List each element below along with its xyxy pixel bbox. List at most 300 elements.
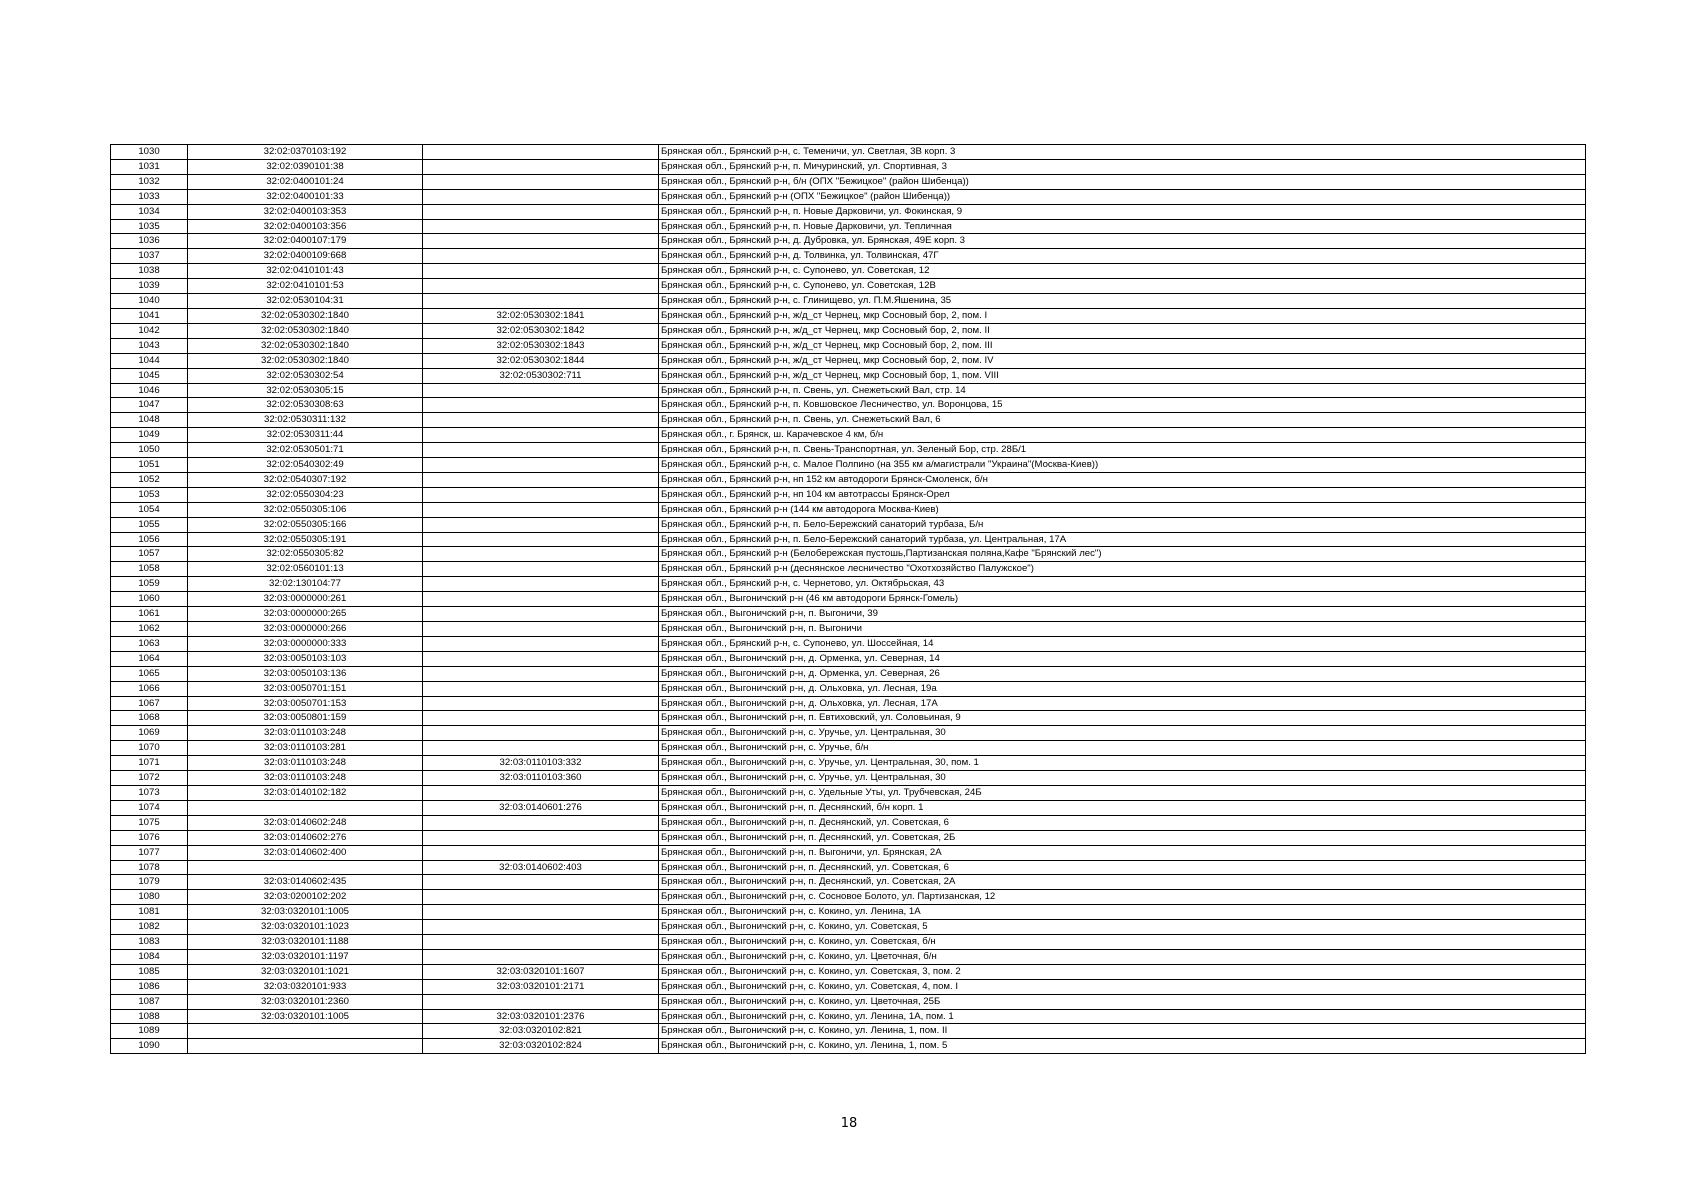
table-row	[111, 383, 1586, 398]
table-row	[111, 890, 1586, 905]
sub-cadastral-number-cell: 32:03:0110103:360	[423, 771, 659, 786]
cadastral-number-cell: 32:03:0320101:2360	[188, 994, 423, 1009]
cadastral-number-cell: 32:03:0140602:435	[188, 875, 423, 890]
address-cell: Брянская обл., Брянский р-н (ОПХ "Бежицкое" (район Шибенца))	[659, 189, 1586, 204]
cadastral-number-cell: 32:02:0370103:192	[188, 145, 423, 160]
sub-cadastral-number-cell	[423, 994, 659, 1009]
sub-cadastral-number-cell: 32:03:0320102:824	[423, 1039, 659, 1054]
sub-cadastral-number-cell	[423, 577, 659, 592]
sub-cadastral-number-cell	[423, 398, 659, 413]
table-row	[111, 562, 1586, 577]
sub-cadastral-number-cell	[423, 547, 659, 562]
row-number-cell: 1033	[111, 189, 188, 204]
address-cell: Брянская обл., Выгоничский р-н, п. Выгоничи, ул. Брянская, 2А	[659, 845, 1586, 860]
address-cell: Брянская обл., Выгоничский р-н, п. Евтиховский, ул. Соловьиная, 9	[659, 711, 1586, 726]
cadastral-number-cell: 32:02:0540302:49	[188, 458, 423, 473]
cadastral-number-cell: 32:02:0530501:71	[188, 443, 423, 458]
cadastral-number-cell: 32:02:0550305:106	[188, 502, 423, 517]
sub-cadastral-number-cell	[423, 696, 659, 711]
cadastral-number-cell: 32:03:0000000:261	[188, 592, 423, 607]
row-number-cell: 1080	[111, 890, 188, 905]
address-cell: Брянская обл., Выгоничский р-н, с. Кокино, ул. Ленина, 1А, пом. 1	[659, 1009, 1586, 1024]
cadastral-number-cell: 32:02:0530311:132	[188, 413, 423, 428]
address-cell: Брянская обл., г. Брянск, ш. Карачевское 4 км, б/н	[659, 428, 1586, 443]
sub-cadastral-number-cell	[423, 413, 659, 428]
table-row	[111, 145, 1586, 160]
cadastral-number-cell: 32:02:0530302:54	[188, 368, 423, 383]
cadastral-number-cell: 32:03:0320101:1021	[188, 964, 423, 979]
cadastral-number-cell	[188, 1039, 423, 1054]
address-cell: Брянская обл., Выгоничский р-н, п. Деснянский, б/н корп. 1	[659, 800, 1586, 815]
row-number-cell: 1046	[111, 383, 188, 398]
sub-cadastral-number-cell	[423, 264, 659, 279]
row-number-cell: 1081	[111, 905, 188, 920]
row-number-cell: 1078	[111, 860, 188, 875]
table-row	[111, 994, 1586, 1009]
row-number-cell: 1051	[111, 458, 188, 473]
cadastral-number-cell: 32:03:0050103:136	[188, 666, 423, 681]
table-row	[111, 622, 1586, 637]
sub-cadastral-number-cell	[423, 145, 659, 160]
sub-cadastral-number-cell	[423, 741, 659, 756]
address-cell: Брянская обл., Брянский р-н (144 км автодорога Москва-Киев)	[659, 502, 1586, 517]
sub-cadastral-number-cell	[423, 219, 659, 234]
address-cell: Брянская обл., Брянский р-н, ж/д_ст Чернец, мкр Сосновый бор, 2, пом. II	[659, 323, 1586, 338]
cadastral-number-cell: 32:02:0400103:353	[188, 204, 423, 219]
table-row	[111, 413, 1586, 428]
table-row	[111, 756, 1586, 771]
table-row	[111, 532, 1586, 547]
address-cell: Брянская обл., Брянский р-н, ж/д_ст Чернец, мкр Сосновый бор, 2, пом. I	[659, 308, 1586, 323]
address-cell: Брянская обл., Выгоничский р-н, с. Уручье, ул. Центральная, 30	[659, 726, 1586, 741]
cadastral-number-cell: 32:02:0530308:63	[188, 398, 423, 413]
cadastral-number-cell: 32:03:0140602:400	[188, 845, 423, 860]
address-cell: Брянская обл., Брянский р-н, с. Чернетово, ул. Октябрьская, 43	[659, 577, 1586, 592]
table-row	[111, 353, 1586, 368]
row-number-cell: 1083	[111, 935, 188, 950]
row-number-cell: 1071	[111, 756, 188, 771]
cadastral-number-cell: 32:03:0320101:1023	[188, 920, 423, 935]
table-row	[111, 1024, 1586, 1039]
address-cell: Брянская обл., Брянский р-н, п. Бело-Бережский санаторий турбаза, ул. Центральная, 17А	[659, 532, 1586, 547]
table-row	[111, 696, 1586, 711]
cadastral-number-cell: 32:02:0400107:179	[188, 234, 423, 249]
row-number-cell: 1047	[111, 398, 188, 413]
sub-cadastral-number-cell	[423, 949, 659, 964]
table-body	[111, 145, 1586, 1054]
row-number-cell: 1056	[111, 532, 188, 547]
row-number-cell: 1065	[111, 666, 188, 681]
table-row	[111, 159, 1586, 174]
row-number-cell: 1073	[111, 785, 188, 800]
address-cell: Брянская обл., Брянский р-н, ж/д_ст Чернец, мкр Сосновый бор, 2, пом. IV	[659, 353, 1586, 368]
sub-cadastral-number-cell: 32:03:0320101:2171	[423, 979, 659, 994]
cadastral-number-cell: 32:03:0320101:1188	[188, 935, 423, 950]
row-number-cell: 1079	[111, 875, 188, 890]
cadastral-number-cell: 32:02:0550305:166	[188, 517, 423, 532]
address-cell: Брянская обл., Брянский р-н, п. Свень-Транспортная, ул. Зеленый Бор, стр. 28Б/1	[659, 443, 1586, 458]
sub-cadastral-number-cell: 32:02:0530302:1844	[423, 353, 659, 368]
address-cell: Брянская обл., Выгоничский р-н, с. Кокино, ул. Советская, 4, пом. I	[659, 979, 1586, 994]
row-number-cell: 1072	[111, 771, 188, 786]
row-number-cell: 1086	[111, 979, 188, 994]
table-row	[111, 845, 1586, 860]
address-cell: Брянская обл., Брянский р-н, с. Супонево, ул. Шоссейная, 14	[659, 636, 1586, 651]
row-number-cell: 1089	[111, 1024, 188, 1039]
address-cell: Брянская обл., Выгоничский р-н, д. Орменка, ул. Северная, 14	[659, 651, 1586, 666]
address-cell: Брянская обл., Выгоничский р-н, с. Кокино, ул. Советская, 3, пом. 2	[659, 964, 1586, 979]
cadastral-number-cell: 32:02:0390101:38	[188, 159, 423, 174]
sub-cadastral-number-cell	[423, 532, 659, 547]
table-row	[111, 219, 1586, 234]
cadastral-number-cell: 32:03:0110103:281	[188, 741, 423, 756]
cadastral-table	[110, 144, 1586, 1054]
table-row	[111, 1009, 1586, 1024]
address-cell: Брянская обл., Брянский р-н, б/н (ОПХ "Бежицкое" (район Шибенца))	[659, 174, 1586, 189]
sub-cadastral-number-cell	[423, 666, 659, 681]
address-cell: Брянская обл., Брянский р-н, п. Мичуринский, ул. Спортивная, 3	[659, 159, 1586, 174]
sub-cadastral-number-cell	[423, 935, 659, 950]
sub-cadastral-number-cell	[423, 159, 659, 174]
row-number-cell: 1043	[111, 338, 188, 353]
address-cell: Брянская обл., Брянский р-н, д. Толвинка, ул. Толвинская, 47Г	[659, 249, 1586, 264]
sub-cadastral-number-cell	[423, 592, 659, 607]
row-number-cell: 1037	[111, 249, 188, 264]
table-row	[111, 741, 1586, 756]
sub-cadastral-number-cell: 32:03:0140601:276	[423, 800, 659, 815]
row-number-cell: 1039	[111, 279, 188, 294]
sub-cadastral-number-cell	[423, 726, 659, 741]
address-cell: Брянская обл., Брянский р-н, ж/д_ст Чернец, мкр Сосновый бор, 1, пом. VIII	[659, 368, 1586, 383]
table-row	[111, 592, 1586, 607]
address-cell: Брянская обл., Брянский р-н, с. Супонево, ул. Советская, 12В	[659, 279, 1586, 294]
cadastral-number-cell: 32:03:0140602:248	[188, 815, 423, 830]
cadastral-number-cell: 32:03:0320101:1005	[188, 1009, 423, 1024]
table-row	[111, 308, 1586, 323]
table-row	[111, 666, 1586, 681]
table-row	[111, 547, 1586, 562]
table-row	[111, 398, 1586, 413]
table-row	[111, 920, 1586, 935]
row-number-cell: 1066	[111, 681, 188, 696]
table-row	[111, 785, 1586, 800]
row-number-cell: 1048	[111, 413, 188, 428]
cadastral-number-cell: 32:02:0530302:1840	[188, 353, 423, 368]
sub-cadastral-number-cell	[423, 234, 659, 249]
address-cell: Брянская обл., Выгоничский р-н, п. Деснянский, ул. Советская, 2Б	[659, 830, 1586, 845]
address-cell: Брянская обл., Выгоничский р-н, с. Кокино, ул. Советская, б/н	[659, 935, 1586, 950]
address-cell: Брянская обл., Брянский р-н, с. Супонево, ул. Советская, 12	[659, 264, 1586, 279]
address-cell: Брянская обл., Брянский р-н, п. Новые Дарковичи, ул. Тепличная	[659, 219, 1586, 234]
address-cell: Брянская обл., Выгоничский р-н, п. Выгоничи, 39	[659, 607, 1586, 622]
row-number-cell: 1038	[111, 264, 188, 279]
row-number-cell: 1084	[111, 949, 188, 964]
cadastral-number-cell	[188, 800, 423, 815]
table-row	[111, 502, 1586, 517]
sub-cadastral-number-cell	[423, 443, 659, 458]
table-row	[111, 681, 1586, 696]
address-cell: Брянская обл., Выгоничский р-н, с. Сосновое Болото, ул. Партизанская, 12	[659, 890, 1586, 905]
cadastral-number-cell: 32:03:0110103:248	[188, 756, 423, 771]
row-number-cell: 1069	[111, 726, 188, 741]
table-row	[111, 830, 1586, 845]
table-row	[111, 264, 1586, 279]
row-number-cell: 1035	[111, 219, 188, 234]
table-row	[111, 860, 1586, 875]
table-row	[111, 472, 1586, 487]
address-cell: Брянская обл., Брянский р-н, п. Свень, ул. Снежетьский Вал, стр. 14	[659, 383, 1586, 398]
table-row	[111, 323, 1586, 338]
cadastral-number-cell: 32:03:0000000:333	[188, 636, 423, 651]
address-cell: Брянская обл., Выгоничский р-н, с. Кокино, ул. Советская, 5	[659, 920, 1586, 935]
sub-cadastral-number-cell: 32:03:0110103:332	[423, 756, 659, 771]
table-row	[111, 189, 1586, 204]
row-number-cell: 1060	[111, 592, 188, 607]
cadastral-number-cell: 32:03:0320101:933	[188, 979, 423, 994]
row-number-cell: 1042	[111, 323, 188, 338]
row-number-cell: 1030	[111, 145, 188, 160]
sub-cadastral-number-cell	[423, 905, 659, 920]
cadastral-number-cell: 32:03:0140102:182	[188, 785, 423, 800]
cadastral-number-cell: 32:02:0550304:23	[188, 487, 423, 502]
table-row	[111, 458, 1586, 473]
table-row	[111, 800, 1586, 815]
address-cell: Брянская обл., Выгоничский р-н, с. Кокино, ул. Цветочная, 25Б	[659, 994, 1586, 1009]
address-cell: Брянская обл., Выгоничский р-н, с. Кокино, ул. Ленина, 1, пом. 5	[659, 1039, 1586, 1054]
row-number-cell: 1031	[111, 159, 188, 174]
table-row	[111, 234, 1586, 249]
sub-cadastral-number-cell	[423, 785, 659, 800]
address-cell: Брянская обл., Брянский р-н, нп 104 км автотрассы Брянск-Орел	[659, 487, 1586, 502]
address-cell: Брянская обл., Брянский р-н (деснянское лесничество "Охотхозяйство Палужское")	[659, 562, 1586, 577]
cadastral-number-cell: 32:03:0050701:151	[188, 681, 423, 696]
sub-cadastral-number-cell: 32:02:0530302:1843	[423, 338, 659, 353]
table-row	[111, 517, 1586, 532]
cadastral-number-cell: 32:03:0320101:1197	[188, 949, 423, 964]
sub-cadastral-number-cell	[423, 487, 659, 502]
table-row	[111, 726, 1586, 741]
address-cell: Брянская обл., Брянский р-н, п. Ковшовское Лесничество, ул. Воронцова, 15	[659, 398, 1586, 413]
address-cell: Брянская обл., Выгоничский р-н, с. Кокино, ул. Цветочная, б/н	[659, 949, 1586, 964]
table-row	[111, 577, 1586, 592]
sub-cadastral-number-cell	[423, 383, 659, 398]
sub-cadastral-number-cell	[423, 815, 659, 830]
address-cell: Брянская обл., Выгоничский р-н, п. Деснянский, ул. Советская, 2А	[659, 875, 1586, 890]
cadastral-number-cell	[188, 860, 423, 875]
table-row	[111, 487, 1586, 502]
cadastral-number-cell: 32:02:0410101:53	[188, 279, 423, 294]
sub-cadastral-number-cell	[423, 174, 659, 189]
address-cell: Брянская обл., Брянский р-н, д. Дубровка, ул. Брянская, 49Е корп. 3	[659, 234, 1586, 249]
address-cell: Брянская обл., Выгоничский р-н, п. Деснянский, ул. Советская, 6	[659, 860, 1586, 875]
table-row	[111, 174, 1586, 189]
sub-cadastral-number-cell: 32:03:0320101:1607	[423, 964, 659, 979]
row-number-cell: 1063	[111, 636, 188, 651]
address-cell: Брянская обл., Брянский р-н, ж/д_ст Чернец, мкр Сосновый бор, 2, пом. III	[659, 338, 1586, 353]
cadastral-number-cell	[188, 1024, 423, 1039]
row-number-cell: 1064	[111, 651, 188, 666]
address-cell: Брянская обл., Брянский р-н (Белобережская пустошь,Партизанская поляна,Кафе "Брянский лес")	[659, 547, 1586, 562]
table-row	[111, 279, 1586, 294]
table-row	[111, 338, 1586, 353]
table-row	[111, 443, 1586, 458]
sub-cadastral-number-cell: 32:02:0530302:711	[423, 368, 659, 383]
cadastral-number-cell: 32:02:0530104:31	[188, 294, 423, 309]
row-number-cell: 1052	[111, 472, 188, 487]
cadastral-number-cell: 32:03:0110103:248	[188, 726, 423, 741]
row-number-cell: 1090	[111, 1039, 188, 1054]
row-number-cell: 1036	[111, 234, 188, 249]
cadastral-number-cell: 32:02:0530311:44	[188, 428, 423, 443]
sub-cadastral-number-cell	[423, 249, 659, 264]
sub-cadastral-number-cell	[423, 636, 659, 651]
cadastral-number-cell: 32:03:0200102:202	[188, 890, 423, 905]
row-number-cell: 1032	[111, 174, 188, 189]
address-cell: Брянская обл., Выгоничский р-н, с. Уручье, ул. Центральная, 30	[659, 771, 1586, 786]
row-number-cell: 1057	[111, 547, 188, 562]
table-row	[111, 979, 1586, 994]
sub-cadastral-number-cell	[423, 428, 659, 443]
sub-cadastral-number-cell	[423, 711, 659, 726]
row-number-cell: 1034	[111, 204, 188, 219]
row-number-cell: 1068	[111, 711, 188, 726]
address-cell: Брянская обл., Брянский р-н, п. Новые Дарковичи, ул. Фокинская, 9	[659, 204, 1586, 219]
cadastral-number-cell: 32:02:130104:77	[188, 577, 423, 592]
row-number-cell: 1044	[111, 353, 188, 368]
table-row	[111, 905, 1586, 920]
table-row	[111, 636, 1586, 651]
table-row	[111, 711, 1586, 726]
table-row	[111, 771, 1586, 786]
sub-cadastral-number-cell	[423, 279, 659, 294]
cadastral-number-cell: 32:02:0400109:668	[188, 249, 423, 264]
address-cell: Брянская обл., Выгоничский р-н, д. Орменка, ул. Северная, 26	[659, 666, 1586, 681]
row-number-cell: 1059	[111, 577, 188, 592]
table-row	[111, 249, 1586, 264]
sub-cadastral-number-cell	[423, 622, 659, 637]
table-row	[111, 1039, 1586, 1054]
row-number-cell: 1074	[111, 800, 188, 815]
row-number-cell: 1070	[111, 741, 188, 756]
cadastral-number-cell: 32:03:0000000:266	[188, 622, 423, 637]
sub-cadastral-number-cell	[423, 845, 659, 860]
sub-cadastral-number-cell	[423, 890, 659, 905]
row-number-cell: 1087	[111, 994, 188, 1009]
cadastral-number-cell: 32:02:0550305:191	[188, 532, 423, 547]
address-cell: Брянская обл., Выгоничский р-н, п. Деснянский, ул. Советская, 6	[659, 815, 1586, 830]
sub-cadastral-number-cell	[423, 472, 659, 487]
row-number-cell: 1088	[111, 1009, 188, 1024]
cadastral-number-cell: 32:02:0560101:13	[188, 562, 423, 577]
cadastral-number-cell: 32:03:0320101:1005	[188, 905, 423, 920]
table-row	[111, 815, 1586, 830]
table-row	[111, 935, 1586, 950]
sub-cadastral-number-cell	[423, 562, 659, 577]
cadastral-number-cell: 32:02:0530302:1840	[188, 308, 423, 323]
address-cell: Брянская обл., Выгоничский р-н, д. Ольховка, ул. Лесная, 17А	[659, 696, 1586, 711]
row-number-cell: 1040	[111, 294, 188, 309]
address-cell: Брянская обл., Брянский р-н, с. Теменичи, ул. Светлая, 3В корп. 3	[659, 145, 1586, 160]
sub-cadastral-number-cell: 32:03:0140602:403	[423, 860, 659, 875]
row-number-cell: 1077	[111, 845, 188, 860]
sub-cadastral-number-cell	[423, 830, 659, 845]
address-cell: Брянская обл., Выгоничский р-н, с. Уручье, ул. Центральная, 30, пом. 1	[659, 756, 1586, 771]
address-cell: Брянская обл., Брянский р-н, с. Глинищево, ул. П.М.Яшенина, 35	[659, 294, 1586, 309]
cadastral-number-cell: 32:03:0050103:103	[188, 651, 423, 666]
sub-cadastral-number-cell	[423, 920, 659, 935]
row-number-cell: 1067	[111, 696, 188, 711]
address-cell: Брянская обл., Брянский р-н, нп 152 км автодороги Брянск-Смоленск, б/н	[659, 472, 1586, 487]
address-cell: Брянская обл., Выгоничский р-н, с. Кокино, ул. Ленина, 1, пом. II	[659, 1024, 1586, 1039]
sub-cadastral-number-cell	[423, 681, 659, 696]
sub-cadastral-number-cell: 32:02:0530302:1841	[423, 308, 659, 323]
row-number-cell: 1054	[111, 502, 188, 517]
cadastral-number-cell: 32:02:0540307:192	[188, 472, 423, 487]
address-cell: Брянская обл., Выгоничский р-н, с. Уручье, б/н	[659, 741, 1586, 756]
sub-cadastral-number-cell	[423, 607, 659, 622]
table-row	[111, 368, 1586, 383]
table-row	[111, 875, 1586, 890]
table-row	[111, 949, 1586, 964]
page-number: 18	[840, 1116, 858, 1131]
cadastral-number-cell: 32:02:0530302:1840	[188, 338, 423, 353]
row-number-cell: 1055	[111, 517, 188, 532]
row-number-cell: 1045	[111, 368, 188, 383]
cadastral-number-cell: 32:03:0000000:265	[188, 607, 423, 622]
table-row	[111, 294, 1586, 309]
address-cell: Брянская обл., Выгоничский р-н, п. Выгоничи	[659, 622, 1586, 637]
cadastral-number-cell: 32:02:0550305:82	[188, 547, 423, 562]
address-cell: Брянская обл., Брянский р-н, с. Малое Полпино (на 355 км а/магистрали "Украина"(Москва-Киев))	[659, 458, 1586, 473]
row-number-cell: 1076	[111, 830, 188, 845]
row-number-cell: 1082	[111, 920, 188, 935]
row-number-cell: 1049	[111, 428, 188, 443]
table-row	[111, 428, 1586, 443]
row-number-cell: 1075	[111, 815, 188, 830]
cadastral-number-cell: 32:03:0050801:159	[188, 711, 423, 726]
sub-cadastral-number-cell	[423, 189, 659, 204]
cadastral-number-cell: 32:03:0050701:153	[188, 696, 423, 711]
cadastral-number-cell: 32:03:0110103:248	[188, 771, 423, 786]
row-number-cell: 1050	[111, 443, 188, 458]
address-cell: Брянская обл., Выгоничский р-н (46 км автодороги Брянск-Гомель)	[659, 592, 1586, 607]
address-cell: Брянская обл., Выгоничский р-н, с. Кокино, ул. Ленина, 1А	[659, 905, 1586, 920]
table-row	[111, 651, 1586, 666]
address-cell: Брянская обл., Выгоничский р-н, с. Удельные Уты, ул. Трубчевская, 24Б	[659, 785, 1586, 800]
cadastral-number-cell: 32:02:0400103:356	[188, 219, 423, 234]
row-number-cell: 1053	[111, 487, 188, 502]
cadastral-number-cell: 32:02:0530302:1840	[188, 323, 423, 338]
row-number-cell: 1062	[111, 622, 188, 637]
sub-cadastral-number-cell	[423, 651, 659, 666]
sub-cadastral-number-cell	[423, 294, 659, 309]
cadastral-number-cell: 32:03:0140602:276	[188, 830, 423, 845]
sub-cadastral-number-cell: 32:02:0530302:1842	[423, 323, 659, 338]
cadastral-number-cell: 32:02:0410101:43	[188, 264, 423, 279]
sub-cadastral-number-cell	[423, 204, 659, 219]
address-cell: Брянская обл., Брянский р-н, п. Бело-Бережский санаторий турбаза, Б/н	[659, 517, 1586, 532]
row-number-cell: 1085	[111, 964, 188, 979]
row-number-cell: 1061	[111, 607, 188, 622]
table-row	[111, 964, 1586, 979]
address-cell: Брянская обл., Выгоничский р-н, д. Ольховка, ул. Лесная, 19а	[659, 681, 1586, 696]
address-cell: Брянская обл., Брянский р-н, п. Свень, ул. Снежетьский Вал, 6	[659, 413, 1586, 428]
row-number-cell: 1041	[111, 308, 188, 323]
row-number-cell: 1058	[111, 562, 188, 577]
sub-cadastral-number-cell: 32:03:0320102:821	[423, 1024, 659, 1039]
sub-cadastral-number-cell	[423, 458, 659, 473]
sub-cadastral-number-cell	[423, 502, 659, 517]
